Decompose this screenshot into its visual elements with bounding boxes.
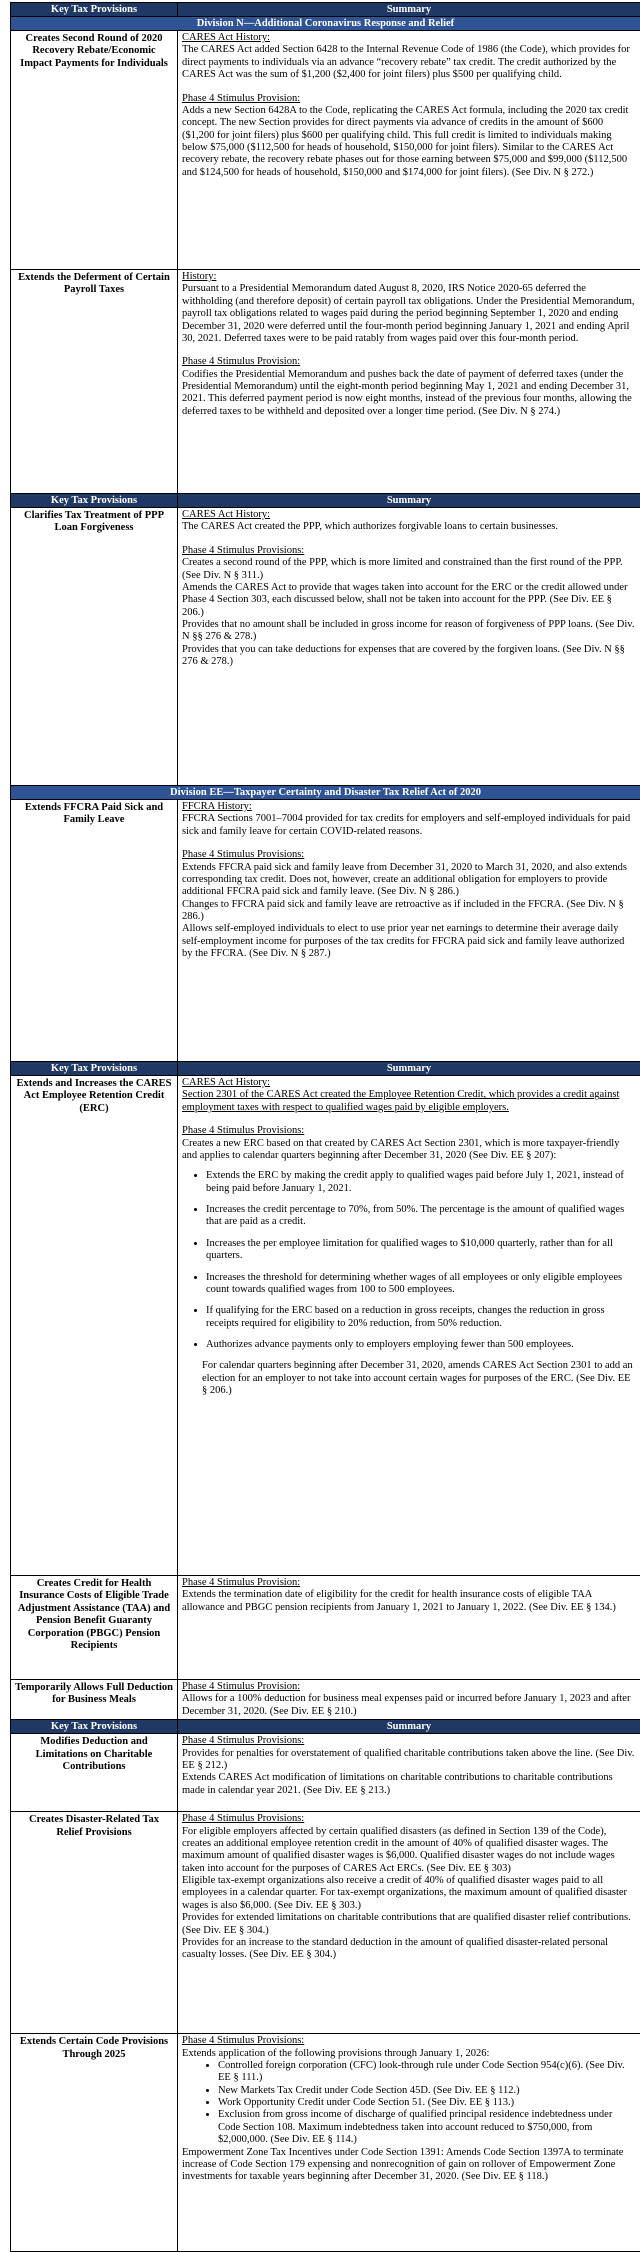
section-heading: Phase 4 Stimulus Provisions: (182, 1813, 636, 1825)
provision-summary (178, 1680, 640, 1720)
table-row (11, 1576, 640, 1680)
section-heading: Phase 4 Stimulus Provision: (182, 1577, 636, 1589)
table-row (11, 2034, 640, 2252)
table-header (11, 494, 640, 508)
provision-summary (178, 1812, 640, 2034)
provision-summary (178, 1076, 640, 1576)
list-item: • Authorizes advance payments only to employers employing fewer than 500 employees. (206, 1339, 636, 1351)
provision-summary (178, 1576, 640, 1680)
list-item: • Increases the credit percentage to 70%, from 50%. The percentage is the amount of qualified wages that are paid as a credit. (206, 1204, 636, 1229)
paragraph: Allows self-employed individuals to elect to use prior year net earnings to determine their average daily self-employment income for purposes of the tax credits for FFCRA paid sick and family leave authorized by the FFCRA. (See Div. N § 287.) (182, 923, 636, 960)
list-item: • Extends the ERC by making the credit apply to qualified wages paid before July 1, 2021, instead of being paid before January 1, 2021. (206, 1170, 636, 1195)
provision-title: Temporarily Allows Full Deduction for Business Meals (11, 1680, 178, 1720)
list-item: • If qualifying for the ERC based on a reduction in gross receipts, changes the reduction in gross receipts required for eligibility to 20% reduction, from 50% reduction. (206, 1305, 636, 1330)
division-n-title: Division N—Additional Coronavirus Response and Relief (11, 17, 640, 31)
provision-summary (178, 31, 640, 270)
tax-provisions-table (10, 2, 640, 2252)
table-row (11, 1076, 640, 1576)
provision-title: Creates Credit for Health Insurance Costs of Eligible Trade Adjustment Assistance (TAA) and Pension Benefit Guaranty Corporation (PBGC) Pension Recipients (11, 1576, 178, 1680)
division-n-row (11, 17, 640, 31)
section-heading: CARES Act History: (182, 509, 636, 521)
paragraph: Extends the termination date of eligibility for the credit for health insurance costs of eligible TAA allowance and PBGC pension recipients from January 1, 2021 to January 1, 2022. (See Div. EE § 134.) (182, 1589, 636, 1614)
paragraph: Changes to FFCRA paid sick and family leave are retroactive as if included in the FFCRA. (See Div. N § 286.) (182, 899, 636, 924)
header-summary: Summary (178, 494, 640, 508)
paragraph: Provides that you can take deductions for expenses that are covered by the forgiven loans. (See Div. N §§ 276 & 278.) (182, 644, 636, 669)
table-header (11, 1062, 640, 1076)
table-row (11, 270, 640, 494)
provision-title: Creates Disaster-Related Tax Relief Provisions (11, 1812, 178, 2034)
paragraph: Empowerment Zone Tax Incentives under Code Section 1391: Amends Code Section 1397A to terminate increase of Code Section 179 expensing and nonrecognition of gain on rollover of Empowerment Zone investments for taxable years beginning after December 31, 2020. (See Div. EE § 118.) (182, 2147, 636, 2184)
paragraph: Amends the CARES Act to provide that wages taken into account for the ERC or the credit allowed under Phase 4 Section 303, each discussed below, shall not be taken into account for the PPP. (See Div. EE § 206.) (182, 582, 636, 619)
header-summary: Summary (178, 3, 640, 17)
list-item: • Increases the per employee limitation for qualified wages to $10,000 quarterly, rather than for all quarters. (206, 1238, 636, 1263)
provision-summary (178, 1734, 640, 1812)
paragraph: Extends FFCRA paid sick and family leave from December 31, 2020 to March 31, 2020, and also extends corresponding tax credit. Does not, however, create an additional obligation for employers to provide additional FFCRA paid sick and family leave. (See Div. N § 286.) (182, 862, 636, 899)
table-header (11, 3, 640, 17)
header-summary: Summary (178, 1062, 640, 1076)
section-heading: Phase 4 Stimulus Provisions: (182, 849, 636, 861)
paragraph: For eligible employers affected by certain qualified disasters (as defined in Section 139 of the Code), creates an additional employee retention credit in the amount of 40% of qualified disaster wages. The maximum amount of qualified disaster wages is $6,000. Qualified disaster wages do not include wages taken into account for the purposes of CARES Act ERCs. (See Div. EE § 303) (182, 1826, 636, 1876)
paragraph: Adds a new Section 6428A to the Code, replicating the CARES Act formula, including the 2020 tax credit concept. The new Section provides for direct payments via advance of credits in the amount of $600 ($1,200 for joint filers) plus $600 per qualifying child. This full credit is limited to individuals making below $75,000 ($112,500 for heads of household, $150,000 for joint filers). Similar to the CARES Act recovery rebate, the recovery rebate phases out for those earning between $75,000 and $99,000 ($112,500 and $124,500 for heads of household, $150,000 and $174,000 for joint filers). (See Div. N § 272.) (182, 105, 636, 179)
section-heading: CARES Act History: (182, 32, 636, 44)
provision-title: Creates Second Round of 2020 Recovery Rebate/Economic Impact Payments for Individuals (11, 31, 178, 270)
section-heading: CARES Act History: (182, 1077, 636, 1089)
paragraph: Allows for a 100% deduction for business meal expenses paid or incurred before January 1, 2023 and after December 31, 2020. (See Div. EE § 210.) (182, 1693, 636, 1718)
list-item: • Controlled foreign corporation (CFC) look-through rule under Code Section 954(c)(6). (See Div. EE § 111.) (218, 2060, 636, 2085)
table-row (11, 1734, 640, 1812)
paragraph: Creates a new ERC based on that created by CARES Act Section 2301, which is more taxpayer-friendly and applies to calendar quarters beginning after December 31, 2020 (See Div. EE § 207): (182, 1138, 636, 1163)
list-item: • Exclusion from gross income of discharge of qualified principal residence indebtedness under Code Section 108. Maximum indebtedness taken into account reduced to $750,000, from $2,000,000. (See Div. EE § 114.) (218, 2109, 636, 2146)
paragraph: Eligible tax-exempt organizations also receive a credit of 40% of qualified disaster wages paid to all employees in a calendar quarter. For tax-exempt organizations, the maximum amount of qualified disaster wages is also $6,000. (See Div. EE § 303.) (182, 1875, 636, 1912)
list-item: • New Markets Tax Credit under Code Section 45D. (See Div. EE § 112.) (218, 2085, 636, 2097)
paragraph: Creates a second round of the PPP, which is more limited and constrained than the first round of the PPP. (See Div. N § 311.) (182, 557, 636, 582)
provision-title: Extends and Increases the CARES Act Employee Retention Credit (ERC) (11, 1076, 178, 1576)
document (10, 2, 640, 2252)
header-key-provisions: Key Tax Provisions (11, 494, 178, 508)
section-heading: Phase 4 Stimulus Provisions: (182, 545, 636, 557)
header-key-provisions: Key Tax Provisions (11, 3, 178, 17)
table-row (11, 31, 640, 270)
paragraph: The CARES Act created the PPP, which authorizes forgivable loans to certain businesses. (182, 521, 636, 533)
provision-title: Extends FFCRA Paid Sick and Family Leave (11, 800, 178, 1062)
provision-summary (178, 800, 640, 1062)
table-row (11, 1812, 640, 2034)
extended-provisions-list (182, 2060, 636, 2147)
section-heading: FFCRA History: (182, 801, 636, 813)
table-row (11, 1680, 640, 1720)
paragraph: Pursuant to a Presidential Memorandum dated August 8, 2020, IRS Notice 2020-65 deferred the withholding (and therefore deposit) of certain payroll tax obligations. Under the Presidential Memorandum, payroll tax obligations related to wages paid during the period beginning September 1, 2020 and ending December 31, 2020 were deferred until the four-month period beginning January 1, 2021 and ending April 30, 2021. Deferred taxes were to be paid ratably from wages paid over this four-month period. (182, 283, 636, 345)
paragraph: Provides for penalties for overstatement of qualified charitable contributions taken above the line. (See Div. EE § 212.) (182, 1748, 636, 1773)
section-heading: History: (182, 271, 636, 283)
paragraph: Provides for extended limitations on charitable contributions that are qualified disaster relief contributions. (See Div. EE § 304.) (182, 1912, 636, 1937)
table-header (11, 1720, 640, 1734)
section-heading: Phase 4 Stimulus Provision: (182, 1681, 636, 1693)
header-key-provisions: Key Tax Provisions (11, 1062, 178, 1076)
paragraph: Provides that no amount shall be included in gross income for reason of forgiveness of PPP loans. (See Div. N §§ 276 & 278.) (182, 619, 636, 644)
list-item: • Work Opportunity Credit under Code Section 51. (See Div. EE § 113.) (218, 2097, 636, 2109)
division-ee-title: Division EE—Taxpayer Certainty and Disaster Tax Relief Act of 2020 (11, 786, 640, 800)
paragraph: Provides for an increase to the standard deduction in the amount of qualified disaster-related personal casualty losses. (See Div. EE § 304.) (182, 1937, 636, 1962)
paragraph: Codifies the Presidential Memorandum and pushes back the date of payment of deferred taxes (under the Presidential Memorandum) until the eight-month period beginning May 1, 2021 and ending December 31, 2021. This deferred payment period is now eight months, instead of the previous four months, allowing the deferred taxes to be withheld and deposited over a longer time period. (See Div. N § 274.) (182, 369, 636, 419)
paragraph: For calendar quarters beginning after December 31, 2020, amends CARES Act Section 2301 to add an election for an employer to not take into account certain wages for purposes of the ERC. (See Div. EE § 206.) (202, 1360, 636, 1397)
provision-title: Modifies Deduction and Limitations on Charitable Contributions (11, 1734, 178, 1812)
paragraph: Extends application of the following provisions through January 1, 2026: (182, 2048, 636, 2060)
section-heading: Phase 4 Stimulus Provisions: (182, 1735, 636, 1747)
section-heading: Phase 4 Stimulus Provisions: (182, 1125, 636, 1137)
paragraph: FFCRA Sections 7001–7004 provided for tax credits for employers and self-employed individuals for paid sick and family leave for certain COVID-related reasons. (182, 813, 636, 838)
provision-title: Clarifies Tax Treatment of PPP Loan Forgiveness (11, 508, 178, 786)
section-heading: Phase 4 Stimulus Provision: (182, 356, 636, 368)
paragraph: Section 2301 of the CARES Act created the Employee Retention Credit, which provides a credit against employment taxes with respect to qualified wages paid by eligible employers. (182, 1089, 636, 1114)
list-item: • Increases the threshold for determining whether wages of all employees or only eligible employees count towards qualified wages from 100 to 500 employees. (206, 1272, 636, 1297)
provision-summary (178, 2034, 640, 2252)
table-row (11, 800, 640, 1062)
header-key-provisions: Key Tax Provisions (11, 1720, 178, 1734)
header-summary: Summary (178, 1720, 640, 1734)
paragraph: Extends CARES Act modification of limitations on charitable contributions to charitable contributions made in calendar year 2021. (See Div. EE § 213.) (182, 1772, 636, 1797)
paragraph: The CARES Act added Section 6428 to the Internal Revenue Code of 1986 (the Code), which provides for direct payments to individuals via an advance “recovery rebate” tax credit. The credit authorized by the CARES Act was the sum of $1,200 ($2,400 for joint filers) plus $500 per qualifying child. (182, 44, 636, 81)
erc-changes-list (182, 1170, 636, 1351)
division-ee-row (11, 786, 640, 800)
provision-title: Extends the Deferment of Certain Payroll Taxes (11, 270, 178, 494)
section-heading: Phase 4 Stimulus Provision: (182, 93, 636, 105)
section-heading: Phase 4 Stimulus Provisions: (182, 2035, 636, 2047)
table-row (11, 508, 640, 786)
provision-summary (178, 508, 640, 786)
provision-summary (178, 270, 640, 494)
provision-title: Extends Certain Code Provisions Through 2025 (11, 2034, 178, 2252)
